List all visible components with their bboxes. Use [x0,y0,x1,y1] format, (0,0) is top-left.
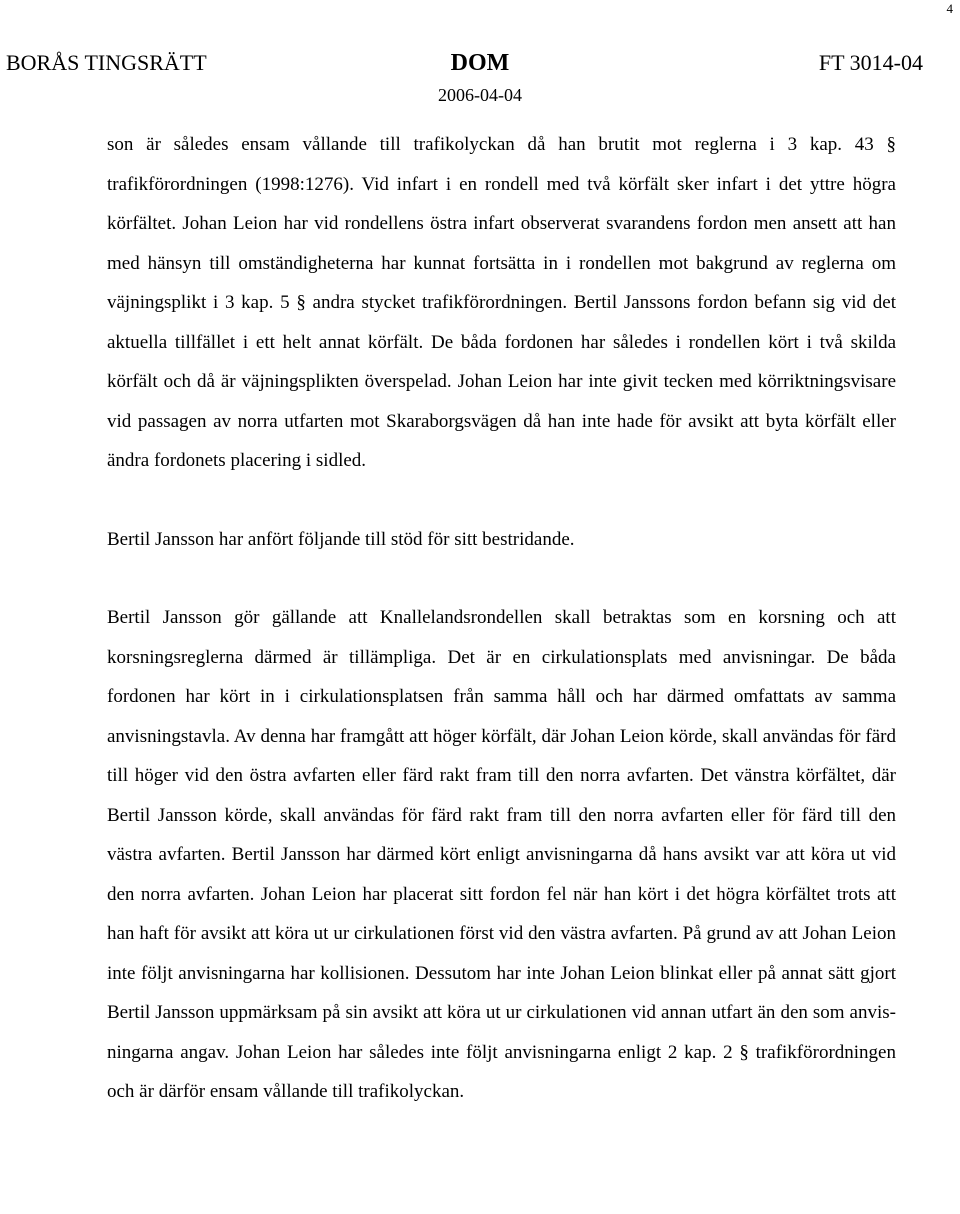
paragraph-defense-intro: Bertil Jansson har anfört följande till stöd för sitt bestridande. [107,528,575,550]
document-type: DOM [450,50,510,76]
page-number: 4 [946,1,953,16]
paragraph-defense-argument: Bertil Jansson gör gällande att Knallelandsrondellen skall betraktas som en korsning och att korsningsreglerna därmed är tillämpliga. Det är en cirkulationsplats med anvisningar. De båda fordonen har kört in i cirkulationsplatsen från samma håll och har därmed omfattats av samma anvisningstavla. Av denna har framgått att höger körfält, där Johan Leion körde, skall användas för färd till höger vid den östra avfarten eller färd rakt fram till den norra avfarten. Det vänstra körfältet, där Bertil Jansson körde, skall användas för färd rakt fram till den norra avfarten eller för färd till den västra avfarten. Bertil Jansson har därmed kört enligt anvisningarna då hans avsikt var att köra ut vid den norra avfarten. Johan Leion har placerat sitt fordon fel när han kört i det högra körfältet trots att han haft för avsikt att köra ut ur cirkulationen först vid den västra avfarten. På grund av att Johan Leion inte följt anvisningarna har kollisionen. Dessutom har inte Johan Leion blinkat eller på annat sätt gjort Bertil Jansson uppmärksam på sin avsikt att köra ut ur cirkulationen vid annan utfart än den som anvisningarna angav. Johan Leion har således inte följt anvisningarna enligt 2 kap. 2 § trafikförordningen och är därför ensam vållande till trafikolyckan. [107,607,896,1102]
paragraph-plaintiff-argument: son är således ensam vållande till trafikolyckan då han brutit mot reglerna i 3 kap. 43 § trafikförordningen (1998:1276). Vid infart i en rondell med två körfält sker infart i det yttre högra körfältet. Johan Leion har vid rondellens östra infart observerat svarandens fordon men ansett att han med hänsyn till omständigheterna har kunnat fortsätta in i rondellen mot bakgrund av reglerna om väjningsplikt i 3 kap. 5 § andra stycket trafikförordningen. Bertil Janssons fordon befann sig vid det aktuella tillfället i ett helt annat körfält. De båda fordonen har således i rondellen kört i två skilda körfält och då är väjningsplikten överspelad. Johan Leion har inte givit tecken med körriktningsvisare vid passagen av norra utfarten mot Skaraborgsvägen då han inte hade för avsikt att byta körfält eller ändra fordonets placering i sidled. [107,134,896,471]
document-date: 2006-04-04 [438,85,522,105]
case-number: FT 3014-04 [818,50,923,75]
court-name: BORÅS TINGSRÄTT [6,50,207,75]
document-body [107,125,896,1112]
